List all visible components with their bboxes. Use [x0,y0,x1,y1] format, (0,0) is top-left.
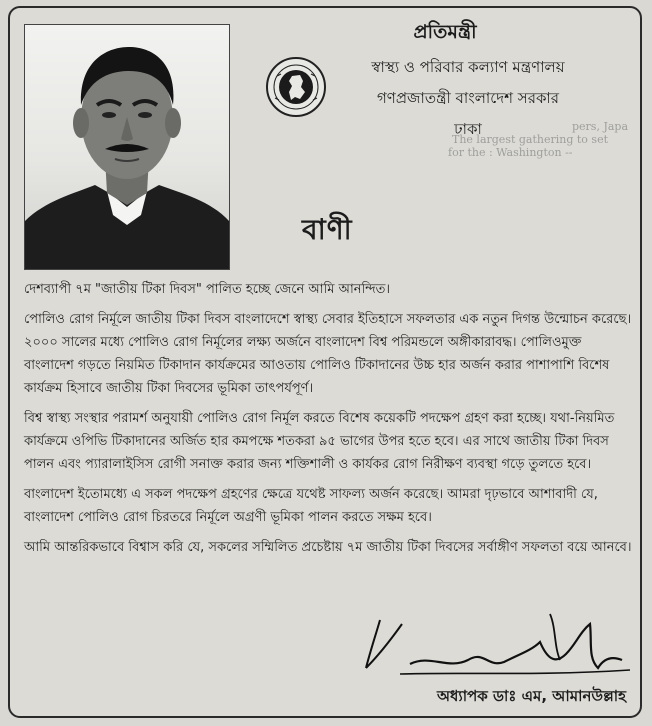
handwritten-signature [340,594,640,690]
bleed-line: pers, Japa [572,120,629,133]
bleed-through-text [422,120,637,159]
bleed-line: The largest gathering to set [452,133,609,146]
designation-title: প্রতিমন্ত্রী [413,21,477,43]
ministry-name: স্বাস্থ্য ও পরিবার কল্যাণ মন্ত্রণালয় [371,58,565,76]
message-paragraph: আমি আন্তরিকভাবে বিশ্বাস করি যে, সকলের সম্মিলিত প্রচেষ্টায় ৭ম জাতীয় টিকা দিবসের সর্বাঙ্গীণ সফলতা বয়ে আনবে। [24,540,632,555]
message-heading: বাণী [302,213,353,246]
government-name: গণপ্রজাতন্ত্রী বাংলাদেশ সরকার [376,89,560,107]
city-name: ঢাকা [454,120,482,138]
message-body [24,278,634,566]
message-paragraph: বাংলাদেশ ইতোমধ্যে এ সকল পদক্ষেপ গ্রহণের ক্ষেত্রে যথেষ্ট সাফল্য অর্জন করেছে। আমরা দৃঢ়ভাবে আশাবাদী যে, বাংলাদেশ পোলিও রোগ চিরতরে নির্মূলে অগ্রণী ভূমিকা পালন করতে সক্ষম হবে। [24,487,598,525]
minister-portrait [24,24,230,270]
message-frame [8,6,642,718]
signer-name: অধ্যাপক ডাঃ এম, আমানউল্লাহ [437,687,626,705]
message-paragraph: পোলিও রোগ নির্মূলে জাতীয় টিকা দিবস বাংলাদেশে স্বাস্থ্য সেবার ইতিহাসে সফলতার এক নতুন দিগন্ত উন্মোচন করেছে। ২০০০ সালের মধ্যে পোলিও রোগ নির্মূলের লক্ষ্য অর্জনে বাংলাদেশ বিশ্ব পরিমন্ডলে অঙ্গীকারাবদ্ধ। পোলিওমুক্ত বাংলাদেশ গড়তে নিয়মিত টিকাদান কার্যক্রমের আওতায় পোলিও টিকাদানের উচ্চ হার অর্জন করার পাশাপাশি বিশেষ কার্যক্রম হিসাবে জাতীয় টিকা দিবসের ভূমিকা তাৎপর্যপূর্ণ। [24,312,632,396]
message-paragraph: দেশব্যাপী ৭ম "জাতীয় টিকা দিবস" পালিত হচ্ছে জেনে আমি আনন্দিত। [24,282,391,297]
message-paragraph: বিশ্ব স্বাস্থ্য সংস্থার পরামর্শ অনুযায়ী পোলিও রোগ নির্মূল করতে বিশেষ কয়েকটি পদক্ষেপ গ্রহণ করা হচ্ছে। যথা-নিয়মিত কার্যক্রমে ওপিভি টিকাদানের অর্জিত হার কমপক্ষে শতকরা ৯৫ ভাগের উপর হতে হবে। এর সাথে জাতীয় টিকা দিবস পালন এবং প্যারালাইসিস রোগী সনাক্ত করার জন্য শক্তিশালী ও কার্যকর রোগ নিরীক্ষণ ব্যবস্থা গড়ে তুলতে হবে। [24,411,615,472]
portrait-illustration [25,25,229,269]
bleed-line: for the : Washington -- [448,146,573,159]
